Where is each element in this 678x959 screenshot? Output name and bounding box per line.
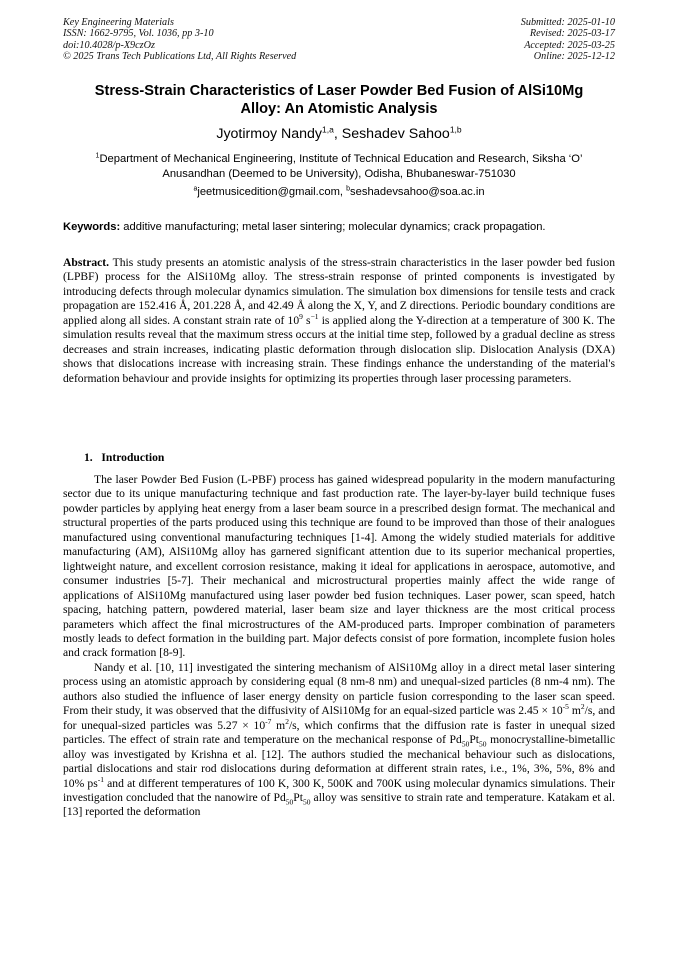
section-heading bbox=[84, 451, 164, 464]
exponent: 2 bbox=[580, 702, 585, 712]
author-separator: , bbox=[333, 126, 342, 142]
paragraph-text: /s, which confirms that the diffusion rate is faster in unequal sized particles. The effect of strain rate and temperature on the mechanical response of Pd bbox=[63, 718, 616, 747]
affiliation-line-2: Anusandhan (Deemed to be University), Odisha, Bhubaneswar-751030 bbox=[162, 167, 516, 180]
abstract-text: s bbox=[302, 313, 311, 327]
revised-date: Revised: 2025-03-17 bbox=[529, 28, 615, 40]
subscript: 50 bbox=[285, 797, 294, 807]
affiliation-marker: 1 bbox=[95, 152, 100, 160]
accepted-date: Accepted: 2025-03-25 bbox=[524, 39, 615, 51]
journal-header-left bbox=[63, 17, 296, 62]
intro-paragraph-1: The laser Powder Bed Fusion (L-PBF) process has gained widespread popularity in the modern manufacturing sector due to its unique manufacturing technique and fast production rate. The layer-by-layer build technique fuses powder particles by applying heat energy from a laser beam source in a prescribed design format. The mechanical and structural properties of the parts produced using this technique are found to be improved than those of their analogues manufactured using conventional manufacturing techniques [1-4]. Among the widely studied materials for additive manufacturing (AM), AlSi10Mg alloy has garnered significant attention due to its superior mechanical properties, lightweight nature, and excellent corrosion resistance, making it ideal for applications in aerospace, automotive, and consumer industries [5-7]. Their mechanical and microstructural properties mainly affect the wide range of applications of AlSi10Mg manufactured using laser powder bed fusion techniques. Laser power, scan speed, hatch spacing, hatching pattern, powdered material, laser beam size and layer thickness are the most critical process parameters which affect the final microstructures of the AM-produced parts. Improper combination of parameters mostly leads to defect formation in the building part. Major defects consist of pore formation, incomplete fusion holes and crack formation [8-9]. bbox=[63, 473, 615, 660]
author-list bbox=[40, 126, 638, 142]
keywords-text: additive manufacturing; metal laser sintering; molecular dynamics; crack propagation. bbox=[120, 221, 546, 233]
abstract-label: Abstract. bbox=[63, 256, 110, 269]
paper-title bbox=[40, 82, 638, 119]
email-b-marker: b bbox=[346, 185, 351, 193]
affiliation-line-1: Department of Mechanical Engineering, Institute of Technical Education and Research, Siksha ‘O’ bbox=[99, 153, 583, 165]
title-line-1: Stress-Strain Characteristics of Laser Powder Bed Fusion of AlSi10Mg bbox=[94, 83, 584, 99]
doi: doi:10.4028/p-X9czOz bbox=[63, 39, 155, 51]
section-number: 1. bbox=[84, 451, 93, 464]
author-1-affil: 1,a bbox=[322, 124, 334, 135]
paragraph-text: alloy was sensitive to strain rate and temperature. Katakam et al. [13] reported the deformation bbox=[63, 790, 616, 819]
email-a-marker: a bbox=[193, 185, 198, 193]
keywords-label: Keywords: bbox=[63, 221, 121, 233]
author-emails bbox=[40, 186, 638, 198]
subscript: 50 bbox=[302, 797, 311, 807]
introduction-body bbox=[63, 473, 615, 820]
paragraph-text: Nandy et al. [10, 11] investigated the sintering mechanism of AlSi10Mg alloy in a direct metal laser sintering process using an atomistic approach by considering equal (8 nm-8 nm) and unequal-sized particles (8 nm-4 nm). The authors also studied the influence of laser energy density on particle fusion corresponding to the laser scan speed. From their study, it was observed that the diffusivity of AlSi10Mg for an equal-sized particle was 2.45 × 10 bbox=[63, 660, 615, 718]
paragraph-text: monocrystalline-bimetallic alloy was investigated by Krishna et al. [12]. The authors studied the mechanical behaviour such as dislocations, partial dislocations and stair rod dislocations during deformation at different strain rates, i.e., 1%, 3%, 5%, 8% and 10% ps bbox=[63, 733, 615, 790]
issn: ISSN: 1662-9795, Vol. 1036, pp 3-10 bbox=[63, 28, 214, 40]
title-line-2: Alloy: An Atomistic Analysis bbox=[240, 101, 438, 118]
exponent: -1 bbox=[97, 774, 104, 784]
paragraph-text: Pt bbox=[469, 733, 479, 747]
abstract-text: This study presents an atomistic analysis of the stress-strain characteristics in the laser powder bed fusion (LPBF) process for the AlSi10Mg alloy. The stress-strain response of printed components is investigated by introducing defects through molecular dynamics simulation. The simulation box dimensions for tensile tests and crack propagation are 152.416 Å, 201.228 Å, and 42.49 Å along the X, Y, and Z directions. Periodic boundary conditions are applied along all sides. A constant strain rate of 10 bbox=[63, 256, 615, 327]
exponent: -5 bbox=[562, 702, 569, 712]
email-a[interactable]: jeetmusicedition@gmail.com, bbox=[197, 186, 347, 198]
copyright: © 2025 Trans Tech Publications Ltd, All Rights Reserved bbox=[63, 50, 297, 62]
author-2: Seshadev Sahoo bbox=[341, 126, 450, 142]
paragraph-text: /s, and for unequal-sized particles was 5.27 × 10 bbox=[63, 704, 615, 732]
paragraph-text: Pt bbox=[293, 790, 303, 804]
abstract-text: is applied along the Y-direction at a temperature of 300 K. The simulation results reveal that the maximum stress occurs at the initial time step, followed by a gradual decline as stress decreases and strain increases, indicating plastic deformation through dislocation slip. Dislocation Analysis (DXA) shows that dislocations increase with increasing strain. These findings enhance the understanding of the material's deformation behaviour and provide insights for optimizing its properties through laser processing parameters. bbox=[63, 313, 615, 385]
author-1: Jyotirmoy Nandy bbox=[216, 126, 323, 142]
paragraph-text: m bbox=[568, 704, 581, 718]
paragraph-text: m bbox=[271, 718, 286, 732]
abstract bbox=[63, 256, 615, 386]
exponent: 2 bbox=[285, 716, 289, 726]
journal-name: Key Engineering Materials bbox=[63, 17, 174, 28]
section-title: Introduction bbox=[101, 451, 165, 464]
abstract-exponent: −1 bbox=[310, 311, 319, 321]
paragraph-text: and at different temperatures of 100 K, 300 K, 500K and 700K using molecular dynamics simulations. Their investigation concluded that the nanowire of Pd bbox=[63, 776, 615, 804]
subscript: 50 bbox=[478, 739, 487, 749]
email-b[interactable]: seshadevsahoo@soa.ac.in bbox=[350, 186, 485, 198]
intro-paragraph-2 bbox=[63, 661, 615, 820]
journal-header-right bbox=[521, 17, 615, 62]
online-date: Online: 2025-12-12 bbox=[533, 50, 615, 62]
submitted-date: Submitted: 2025-01-10 bbox=[520, 17, 615, 28]
subscript: 50 bbox=[461, 739, 470, 749]
abstract-exponent: 9 bbox=[299, 311, 303, 321]
affiliation bbox=[40, 152, 638, 181]
author-2-affil: 1,b bbox=[449, 124, 462, 135]
keywords bbox=[63, 221, 615, 233]
exponent: -7 bbox=[265, 716, 272, 726]
